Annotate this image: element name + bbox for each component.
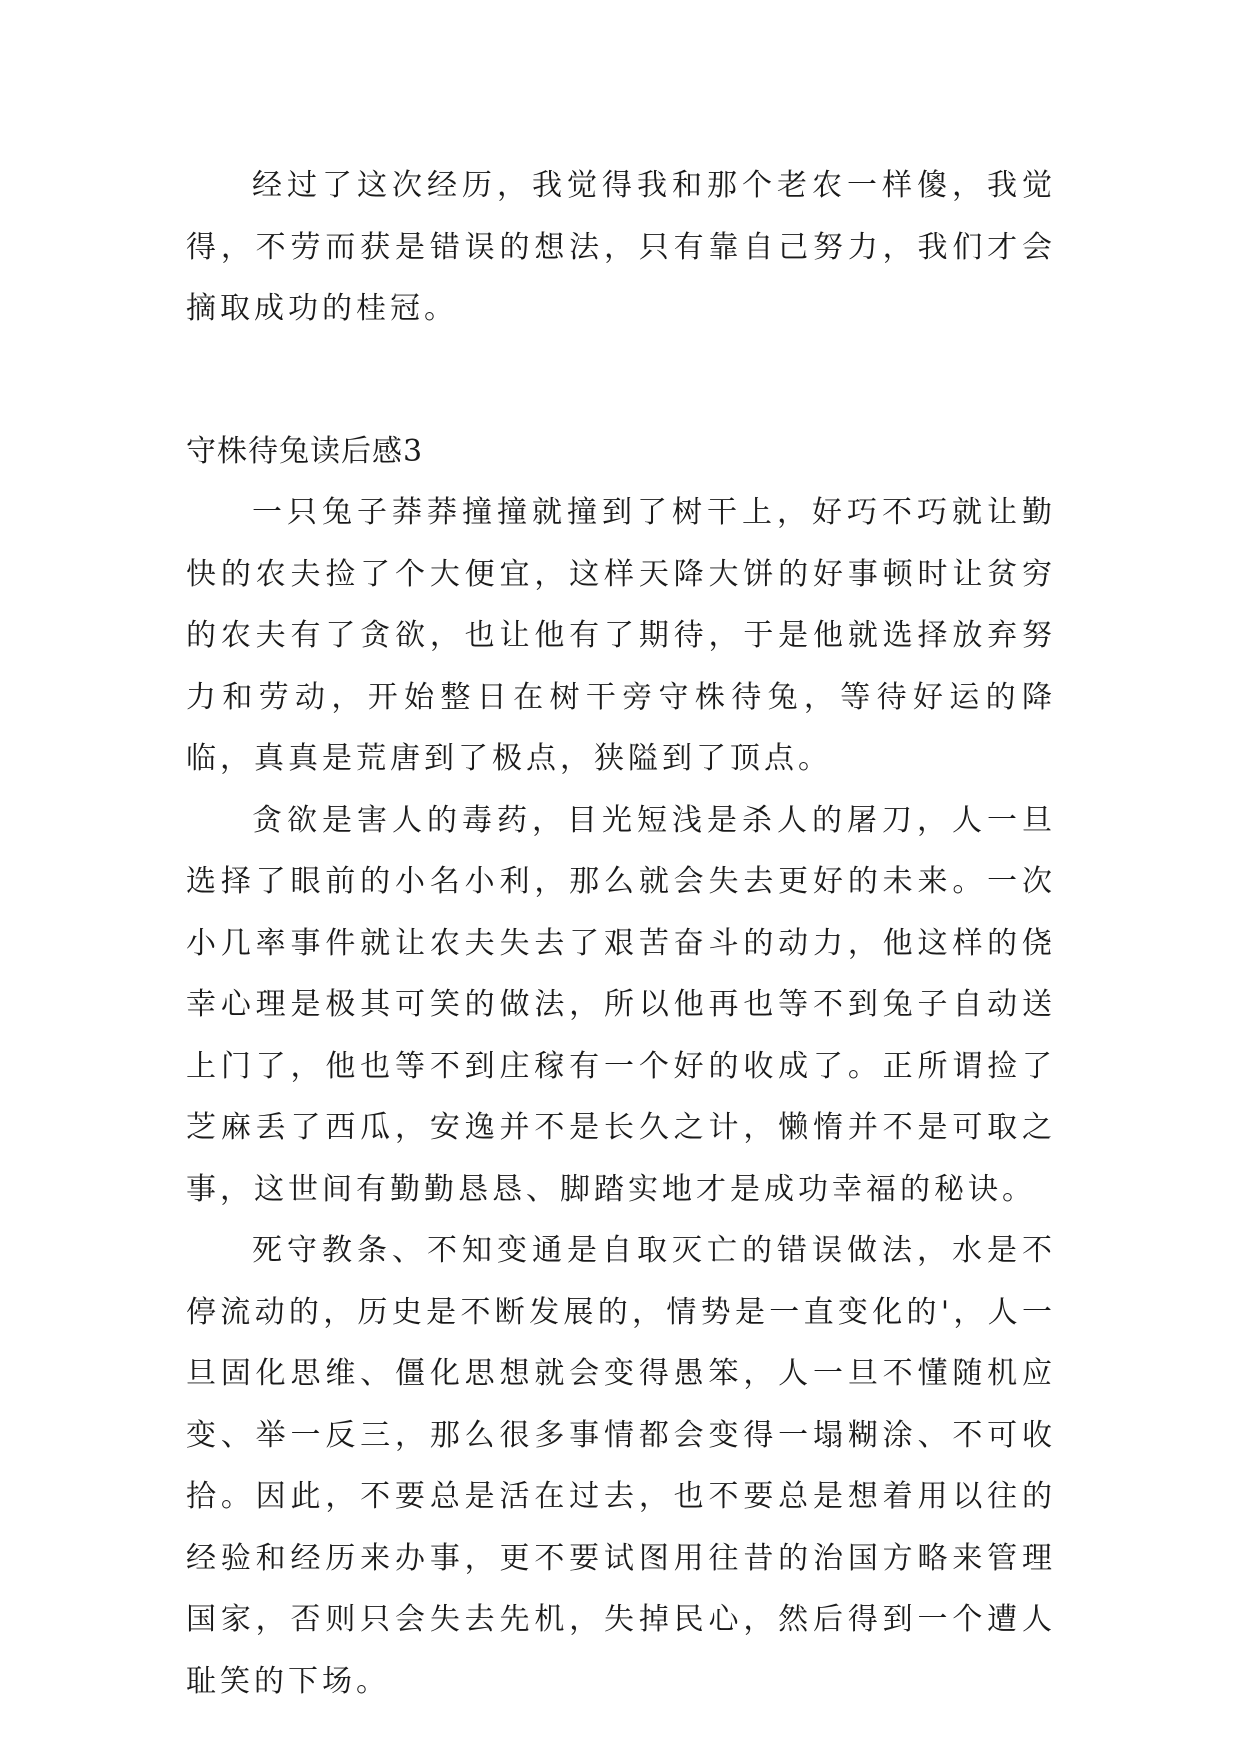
section-spacer: [186, 340, 1056, 421]
document-body: [186, 155, 1056, 1712]
paragraph-conclusion: 经过了这次经历，我觉得我和那个老农一样傻，我觉得，不劳而获是错误的想法，只有靠自己努力，我们才会摘取成功的桂冠。: [186, 168, 1056, 326]
paragraph-2: 贪欲是害人的毒药，目光短浅是杀人的屠刀，人一旦选择了眼前的小名小利，那么就会失去更好的未来。一次小几率事件就让农夫失去了艰苦奋斗的动力，他这样的侥幸心理是极其可笑的做法，所以他再也等不到兔子自动送上门了，他也等不到庄稼有一个好的收成了。正所谓捡了芝麻丢了西瓜，安逸并不是长久之计，懒惰并不是可取之事，这世间有勤勤恳恳、脚踏实地才是成功幸福的秘诀。: [186, 802, 1056, 1207]
paragraph-3: 死守教条、不知变通是自取灭亡的错误做法，水是不停流动的，历史是不断发展的，情势是一直变化的'，人一旦固化思维、僵化思想就会变得愚笨，人一旦不懂随机应变、举一反三，那么很多事情都会变得一塌糊涂、不可收拾。因此，不要总是活在过去，也不要总是想着用以往的经验和经历来办事，更不要试图用往昔的治国方略来管理国家，否则只会失去先机，失掉民心，然后得到一个遭人耻笑的下场。: [186, 1233, 1056, 1699]
section-heading: 守株待兔读后感3: [186, 433, 424, 469]
paragraph-1: 一只兔子莽莽撞撞就撞到了树干上，好巧不巧就让勤快的农夫捡了个大便宜，这样天降大饼的好事顿时让贫穷的农夫有了贪欲，也让他有了期待，于是他就选择放弃努力和劳动，开始整日在树干旁守株待兔，等待好运的降临，真真是荒唐到了极点，狭隘到了顶点。: [186, 495, 1056, 776]
